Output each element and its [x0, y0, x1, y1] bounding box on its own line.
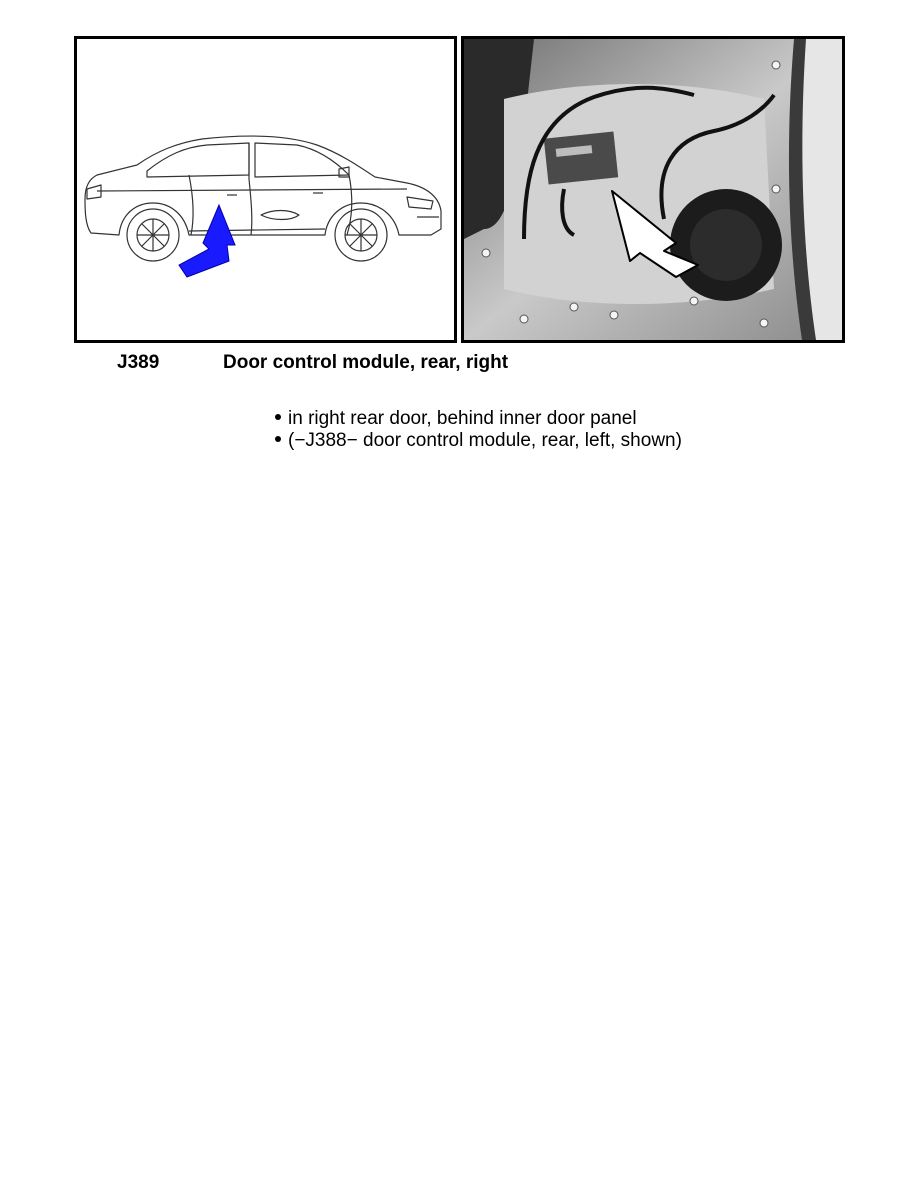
bullet-icon — [275, 414, 281, 420]
location-arrow-icon — [179, 205, 235, 277]
sedan-side-view-drawing — [77, 39, 454, 340]
component-description: Door control module, rear, right — [223, 352, 509, 373]
note-item — [275, 408, 682, 430]
note-text: (−J388− door control module, rear, left, shown) — [288, 430, 682, 451]
location-notes-list — [275, 408, 682, 452]
note-item — [275, 430, 682, 452]
component-code: J389 — [117, 352, 160, 373]
door-module-photo — [461, 36, 845, 343]
inner-door-photo-rendering — [464, 39, 842, 340]
bullet-icon — [275, 436, 281, 442]
note-text: in right rear door, behind inner door panel — [288, 408, 637, 429]
vehicle-location-illustration — [74, 36, 457, 343]
